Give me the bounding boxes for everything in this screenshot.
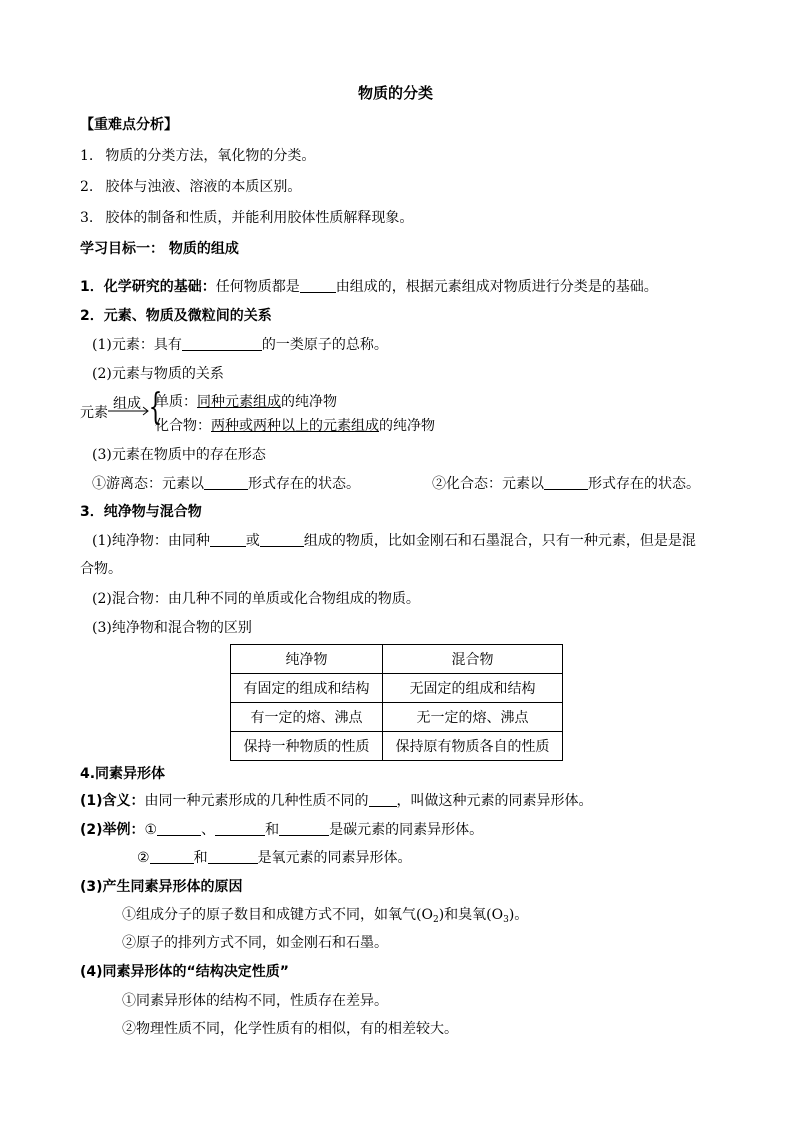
text: ②	[137, 850, 150, 866]
reason-heading: (3)产生同素异形体的原因	[80, 879, 243, 895]
text: 由同一种元素形成的几种性质不同的	[144, 793, 369, 809]
brace-icon: {	[148, 387, 163, 428]
fill-blank[interactable]	[369, 792, 397, 807]
free-state-line	[92, 475, 360, 493]
section4-heading: 4.同素异形体	[80, 766, 166, 782]
subscript: 3	[503, 915, 509, 925]
text: ①组成分子的原子数目和成键方式不同，如氧气(O	[122, 907, 433, 923]
table-row	[231, 703, 563, 732]
simple-substance-line	[155, 393, 337, 411]
text: 的纯净物	[379, 418, 435, 434]
compound-line	[155, 417, 435, 435]
diagram-element-label: 元素	[80, 405, 108, 421]
comparison-table	[230, 644, 563, 761]
reason-line-1	[122, 906, 528, 924]
table-cell: 保持原有物质各自的性质	[383, 732, 563, 761]
mixture-line: (2)混合物：由几种不同的单质或化合物组成的物质。	[92, 591, 420, 607]
allotrope-meaning-line	[80, 792, 593, 810]
text: ，叫做这种元素的同素异形体。	[396, 793, 593, 809]
list-item	[80, 178, 301, 196]
structure-line-2: ②物理性质不同，化学性质有的相似，有的相差较大。	[122, 1021, 458, 1037]
text: 、	[201, 822, 216, 838]
pure-substance-line	[92, 532, 696, 550]
structure-heading: (4)同素异形体的“结构决定性质”	[80, 964, 289, 980]
reason-line-2: ②原子的排列方式不同，如金刚石和石墨。	[122, 935, 388, 951]
table-cell: 无固定的组成和结构	[383, 674, 563, 703]
element-definition	[92, 336, 388, 354]
text: 或	[245, 533, 260, 549]
text: 和	[265, 822, 280, 838]
item-text: 胶体的制备和性质，并能利用胶体性质解释现象。	[105, 210, 414, 226]
combined-state-line	[432, 475, 700, 493]
text: ①	[144, 822, 158, 838]
fill-blank[interactable]	[204, 475, 248, 490]
text: 是氧元素的同素异形体。	[257, 850, 412, 866]
fill-blank[interactable]	[260, 532, 304, 547]
fill-blank[interactable]	[279, 821, 329, 836]
underlined-text: 两种或两种以上的元素组成	[211, 418, 379, 434]
goal1-heading: 学习目标一： 物质的组成	[80, 241, 239, 257]
table-cell: 无一定的熔、沸点	[383, 703, 563, 732]
section1-label: 1．化学研究的基础：	[80, 279, 216, 295]
pure-substance-continued: 合物。	[80, 561, 122, 577]
section1-line	[80, 278, 658, 296]
text: 组成的物质，比如金刚石和石墨混合，只有一种元素，但是是混	[303, 533, 696, 549]
item-text: 物质的分类方法，氧化物的分类。	[105, 148, 316, 164]
allotrope-example-line-2	[137, 849, 412, 867]
label: (1)含义：	[80, 793, 145, 809]
fill-blank[interactable]	[182, 336, 262, 351]
table-cell: 保持一种物质的性质	[231, 732, 383, 761]
table-header-row	[231, 645, 563, 674]
table-header: 混合物	[383, 645, 563, 674]
text: )和臭氧(O	[438, 907, 504, 923]
table-row	[231, 674, 563, 703]
fill-blank[interactable]	[210, 532, 246, 547]
table-cell: 有一定的熔、沸点	[231, 703, 383, 732]
text: 化合物：	[155, 418, 211, 434]
diagram-arrow-label: 组成	[113, 396, 141, 412]
key-analysis-heading: 【重难点分析】	[80, 117, 178, 133]
list-item	[80, 147, 315, 165]
item-number: 2.	[80, 179, 94, 195]
fill-blank[interactable]	[215, 821, 265, 836]
text: 的纯净物	[281, 394, 337, 410]
difference-heading: (3)纯净物和混合物的区别	[92, 620, 252, 636]
table-row	[231, 732, 563, 761]
text: 单质：	[155, 394, 197, 410]
text: (1)纯净物：由同种	[92, 533, 210, 549]
text: )。	[508, 907, 529, 923]
existence-form-heading: (3)元素在物质中的存在形态	[92, 447, 266, 463]
table-header: 纯净物	[231, 645, 383, 674]
subscript: 2	[432, 915, 439, 925]
fill-blank[interactable]	[300, 278, 336, 293]
text: 由组成的，根据元素组成对物质进行分类是的基础。	[335, 279, 658, 295]
fill-blank[interactable]	[150, 849, 194, 864]
text: 的一类原子的总称。	[261, 337, 388, 353]
text: (1)元素：具有	[92, 337, 182, 353]
text: ①游离态：元素以	[92, 476, 204, 492]
text: 和	[193, 850, 208, 866]
text: 是碳元素的同素异形体。	[329, 822, 484, 838]
table-cell: 有固定的组成和结构	[231, 674, 383, 703]
fill-blank[interactable]	[208, 849, 258, 864]
section2-heading: 2．元素、物质及微粒间的关系	[80, 308, 272, 324]
item-number: 3.	[80, 210, 94, 226]
list-item	[80, 209, 413, 227]
relation-subheading: (2)元素与物质的关系	[92, 366, 224, 382]
section3-heading: 3．纯净物与混合物	[80, 504, 202, 520]
arrow-icon	[108, 406, 154, 416]
fill-blank[interactable]	[157, 821, 201, 836]
structure-line-1: ①同素异形体的结构不同，性质存在差异。	[122, 993, 388, 1009]
item-text: 胶体与浊液、溶液的本质区别。	[105, 179, 302, 195]
label: (2)举例：	[80, 822, 145, 838]
text: 形式存在的状态。	[588, 476, 700, 492]
page-title: 物质的分类	[358, 84, 434, 102]
text: ②化合态：元素以	[432, 476, 544, 492]
allotrope-example-line	[80, 821, 483, 839]
item-number: 1.	[80, 148, 94, 164]
fill-blank[interactable]	[544, 475, 588, 490]
text: 形式存在的状态。	[248, 476, 360, 492]
text: 任何物质都是	[215, 279, 300, 295]
underlined-text: 同种元素组成	[197, 394, 281, 410]
